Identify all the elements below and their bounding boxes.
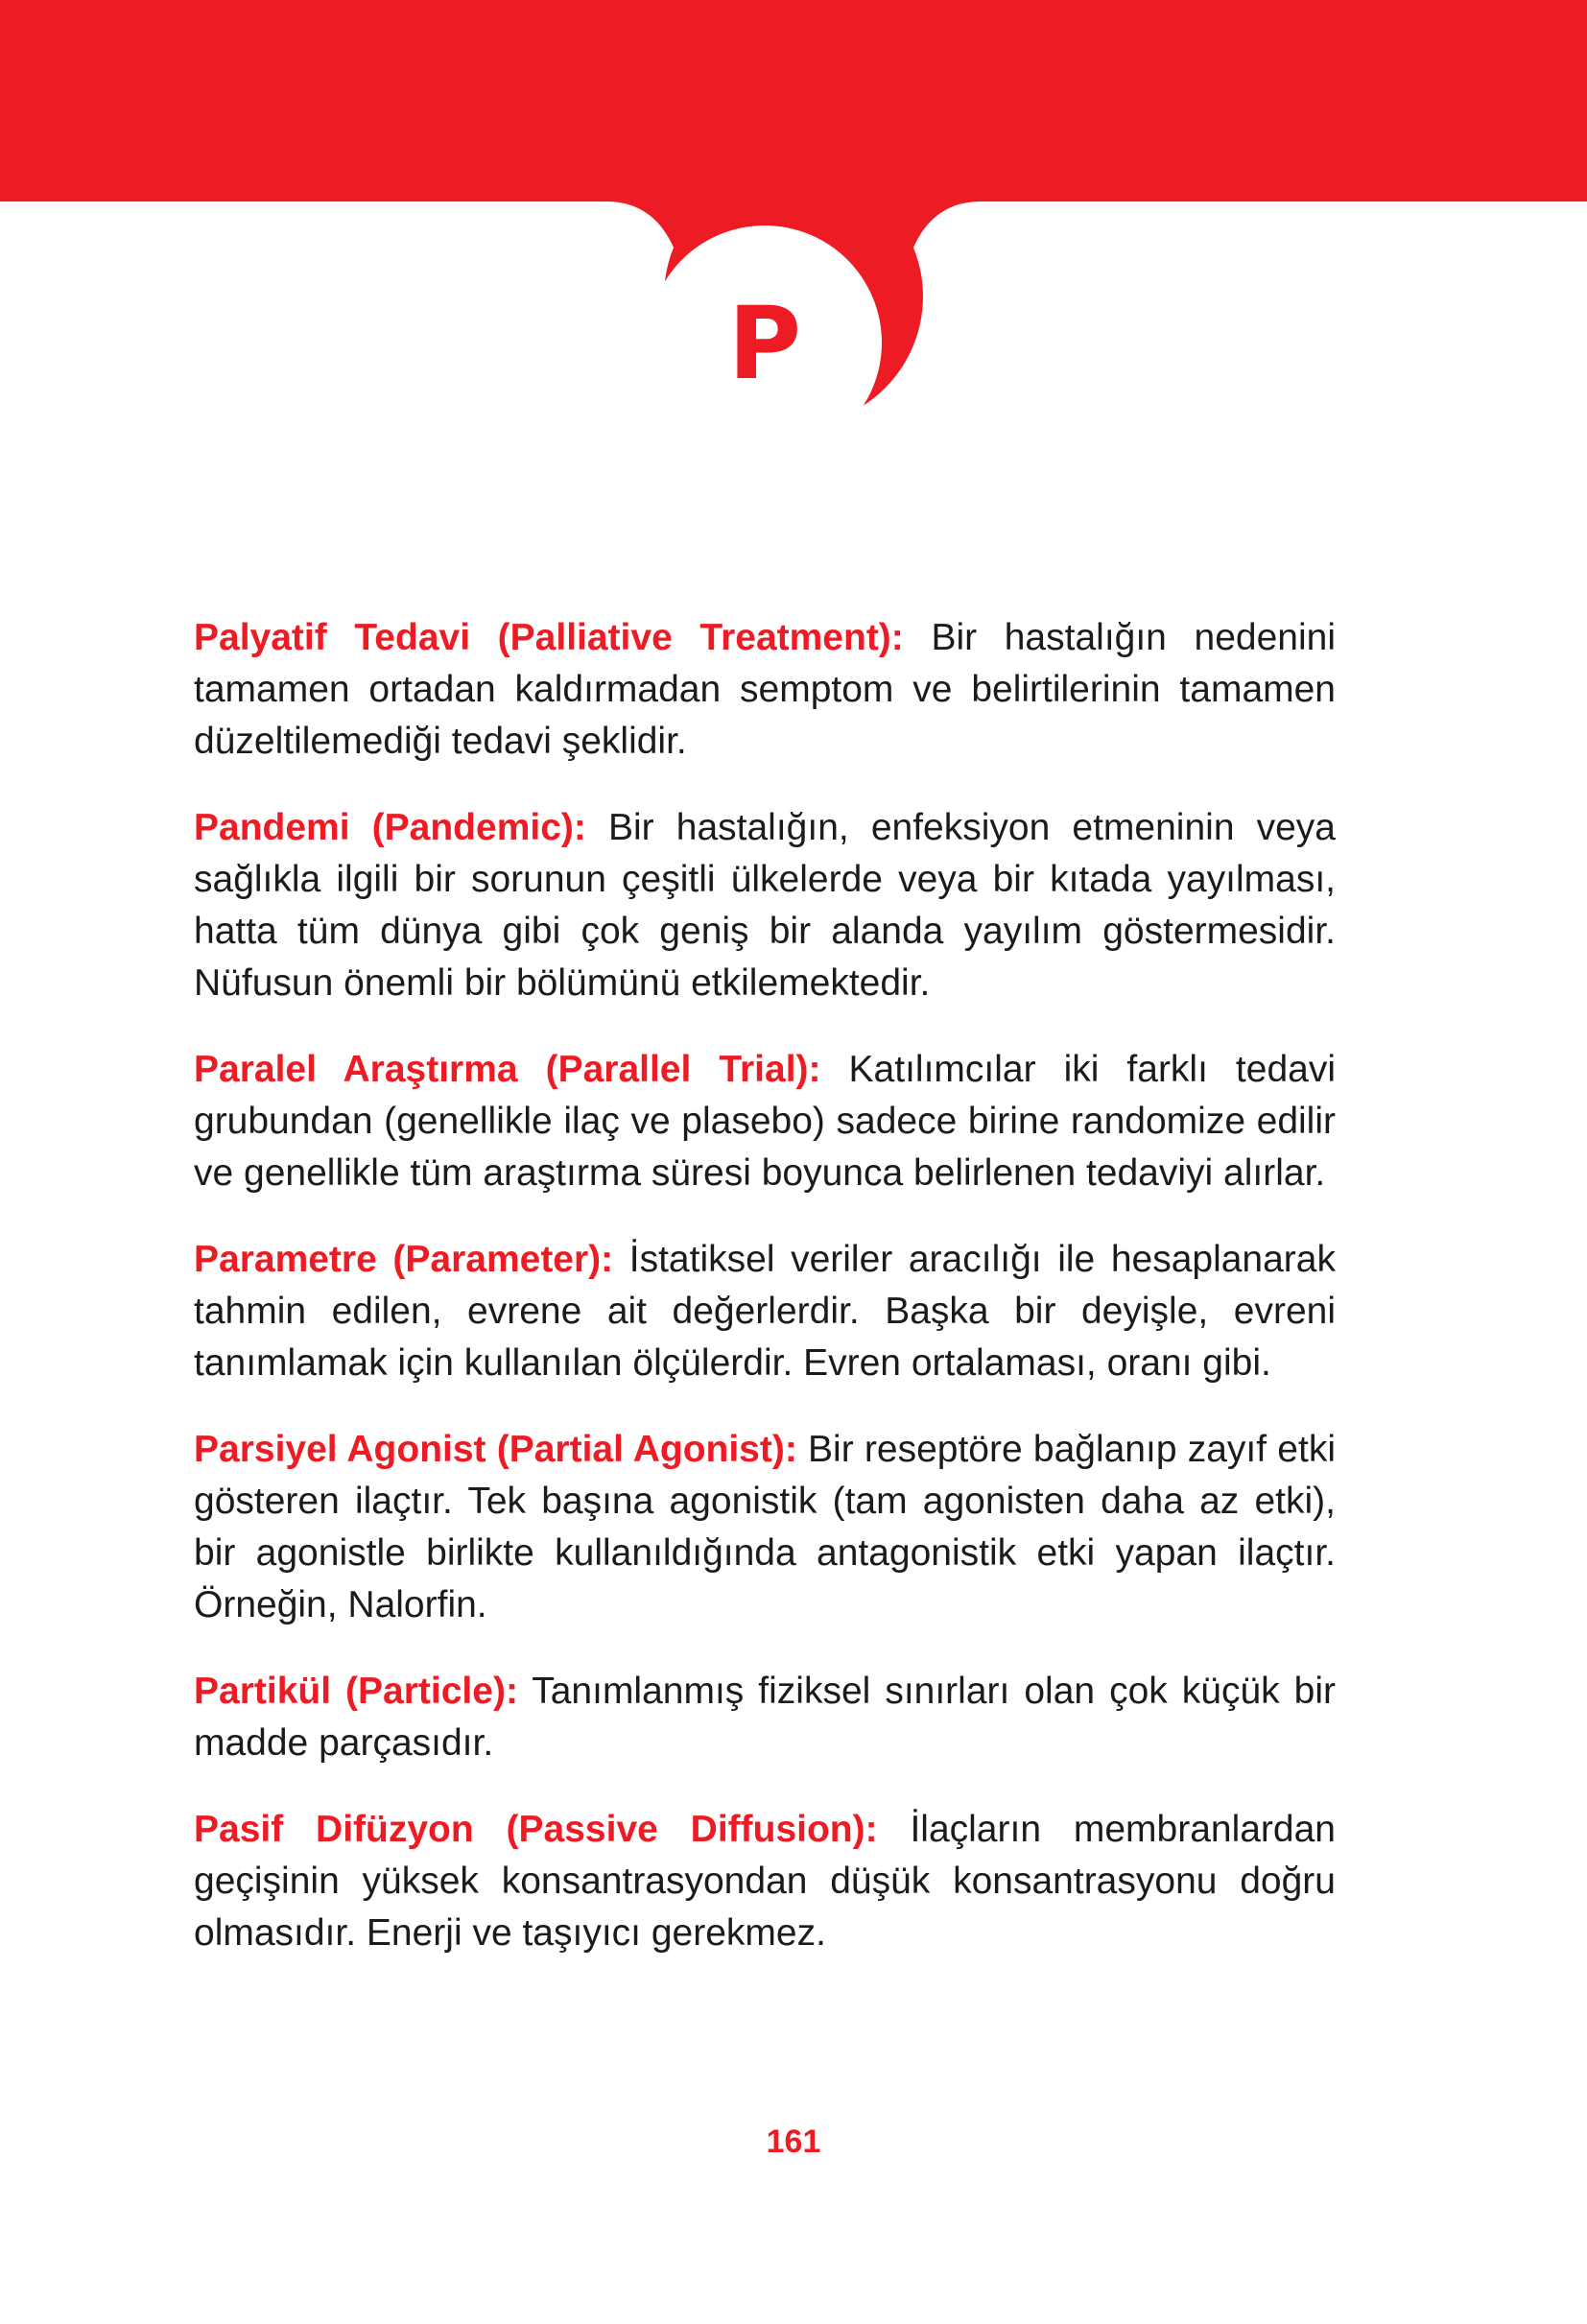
section-letter: P [727,285,802,402]
glossary-entry [194,1666,1336,1769]
glossary-entry [194,1234,1336,1389]
header-tab-shape [0,0,1587,480]
glossary-entry [194,1424,1336,1631]
glossary-entry [194,802,1336,1009]
entry-definition: Bir hastalığın, enfeksiyon etmeninin veya sağlıkla ilgili bir sorunun çeşitli ülkelerde veya bir kıtada yayılması, hatta tüm dünya gibi çok geniş bir alanda yayılım göstermesidir. Nüfusun önemli bir bölümünü etkilemektedir. [194,807,1336,1004]
header-band [0,0,1587,326]
entry-definition: İlaçların membranlardan geçişinin yüksek konsantrasyondan düşük konsantrasyonu doğru olmasıdır. Enerji ve taşıyıcı gerekmez. [194,1809,1336,1954]
entry-definition: Katılımcılar iki farklı tedavi grubundan (genellikle ilaç ve plasebo) sadece birine randomize edilir ve genellikle tüm araştırma süresi boyunca belirlenen tedaviyi alırlar. [194,1049,1337,1194]
page-number: 161 [766,2123,821,2160]
glossary-entry [194,612,1336,768]
entry-definition: Bir hastalığın nedenini tamamen ortadan kaldırmadan semptom ve belirtilerinin tamamen düzeltilemediği tedavi şeklidir. [194,617,1336,762]
entry-term: Parsiyel Agonist (Partial Agonist): [194,1429,797,1470]
glossary-entry [194,1044,1336,1199]
glossary-entries [194,612,1336,1994]
entry-definition: Bir reseptöre bağlanıp zayıf etki gösteren ilaçtır. Tek başına agonistik (tam agonisten daha az etki), bir agonistle birlikte kullanıldığında antagonistik etki yapan ilaçtır. Örneğin, Nalorfin. [194,1429,1336,1625]
entry-term: Paralel Araştırma (Parallel Trial): [194,1049,821,1090]
entry-definition: Tanımlanmış fiziksel sınırları olan çok küçük bir madde parçasıdır. [194,1671,1336,1764]
entry-term: Parametre (Parameter): [194,1239,614,1280]
entry-definition: İstatiksel veriler aracılığı ile hesaplanarak tahmin edilen, evrene ait değerlerdir. Başka bir deyişle, evreni tanımlamak için kullanılan ölçülerdir. Evren ortalaması, oranı gibi. [194,1239,1336,1384]
entry-term: Pasif Difüzyon (Passive Diffusion): [194,1809,878,1850]
entry-term: Pandemi (Pandemic): [194,807,586,848]
entry-term: Partikül (Particle): [194,1671,518,1712]
glossary-entry [194,1804,1336,1959]
entry-term: Palyatif Tedavi (Palliative Treatment): [194,617,904,658]
